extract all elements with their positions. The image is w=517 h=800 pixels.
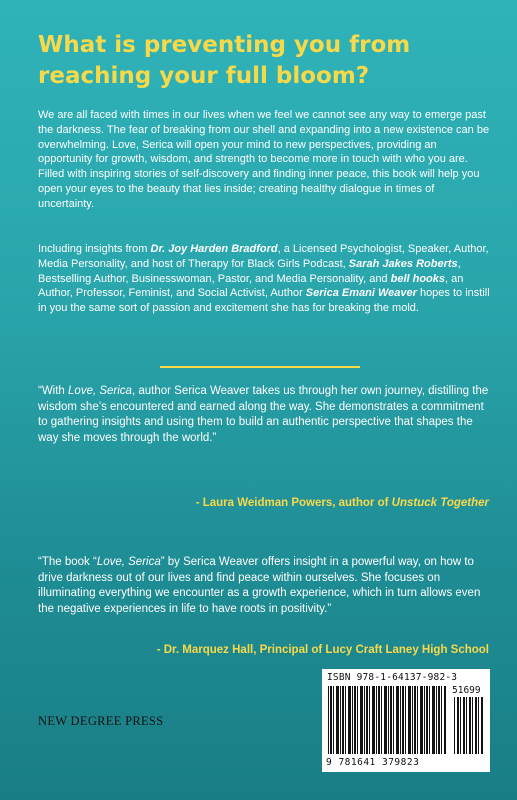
section-divider: [160, 366, 360, 368]
book-title: Love, Serica: [96, 556, 161, 568]
contributor-name: Sarah Jakes Roberts: [348, 257, 458, 270]
text: , a Licensed Psychologist, Speaker, Author, Media Personality, and host of Therapy for Black Girls Podcast,: [38, 243, 489, 270]
barcode-bars: [328, 686, 446, 754]
barcode-addon-bars: [454, 697, 484, 754]
barcode-digits: 9 781641 379823: [326, 757, 420, 768]
text: Including insights from: [38, 243, 151, 255]
isbn-barcode: [322, 669, 490, 772]
endorsement-attribution-2: - Dr. Marquez Hall, Principal of Lucy Craft Laney High School: [156, 644, 489, 656]
endorsement-attribution-1: [196, 497, 489, 509]
book-title: Love, Serica: [68, 385, 132, 397]
endorsement-quote-2: [38, 555, 493, 617]
text: , Bestselling Author, Businesswoman, Pastor, and Media Personality, and: [38, 257, 461, 285]
text: hopes to instill in you the same sort of passion and excitement she has for breaking the mold.: [38, 287, 490, 315]
text: “With: [38, 385, 69, 397]
author-name: Serica Emani Weaver: [305, 287, 417, 300]
endorsement-quote-1: [38, 384, 493, 446]
text: ” by Serica Weaver offers insight in a powerful way, on how to drive darkness out of our lives and find peace within ourselves. She focuses on illuminating everything we encounter as a growth experience, which in turn allows even the negative experiences in life to have roots in positivity.”: [38, 556, 481, 615]
text: , an Author, Professor, Feminist, and Social Activist, Author: [38, 272, 464, 300]
barcode-addon-number: 51699: [452, 685, 481, 696]
contributors-paragraph: [38, 242, 493, 316]
text: “The book “: [38, 556, 97, 568]
text: , author Serica Weaver takes us through her own journey, distilling the wisdom she’s encountered and earned along the way. She demonstrates a commitment to gathering insights and using them to build an authentic perspective that shapes the way she moves through the world.”: [38, 385, 489, 444]
contributor-name: Dr. Joy Harden Bradford: [150, 243, 278, 255]
back-cover-headline: What is preventing you from reaching your full bloom?: [38, 32, 411, 89]
book-title: Unstuck Together: [391, 497, 489, 509]
isbn-number: ISBN 978-1-64137-982-3: [327, 672, 458, 683]
contributor-name: bell hooks: [390, 272, 446, 285]
text: - Laura Weidman Powers, author of: [195, 497, 392, 509]
description-paragraph: We are all faced with times in our lives when we feel we cannot see any way to emerge past the darkness. The fear of breaking from our shell and expanding into a new existence can be overwhelming. Love, Serica will open your mind to new perspectives, providing an opportunity for growth, wisdom, and strength to become more in touch with who you are. Filled with inspiring stories of self-discovery and finding inner peace, this book will help you open your eyes to the beauty that lies inside; creating healthy dialogue in times of uncertainty.: [38, 109, 490, 210]
publisher-name: NEW DEGREE PRESS: [38, 714, 164, 728]
